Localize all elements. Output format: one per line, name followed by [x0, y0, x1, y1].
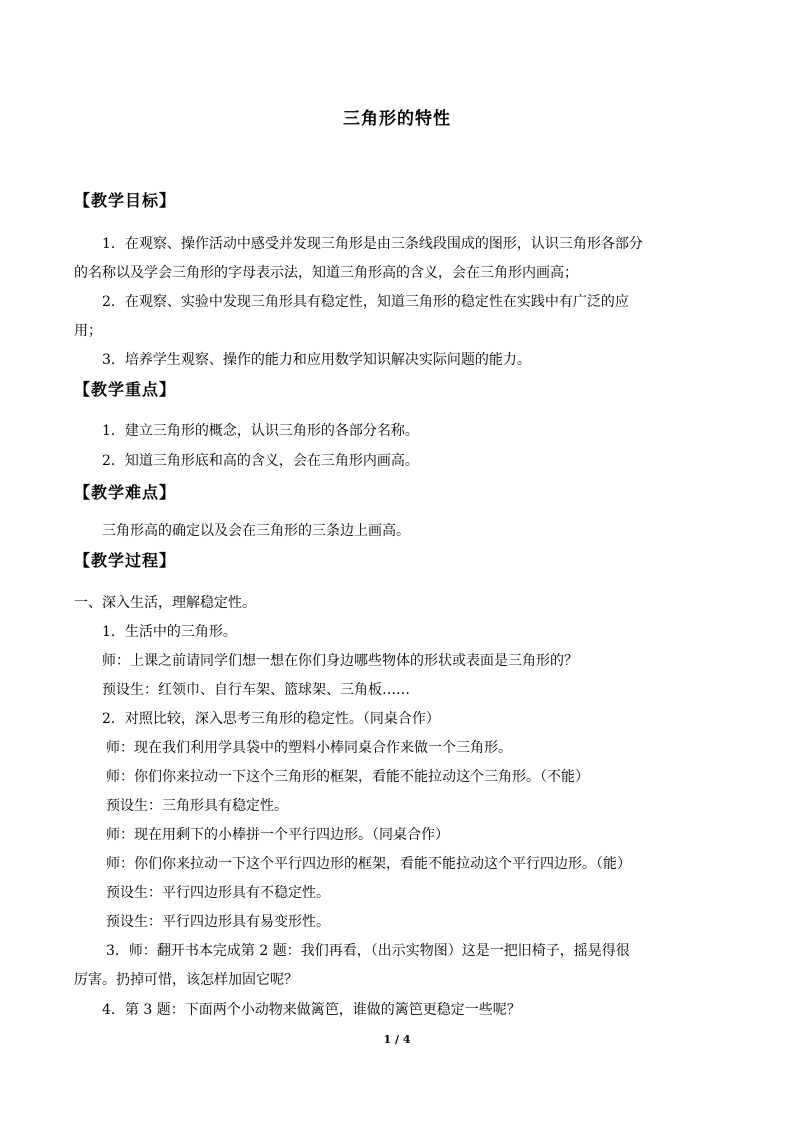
section-heading-key-points: 【教学重点】 [74, 380, 177, 399]
process-line-14: 厉害。扔掉可惜，该怎样加固它呢？ [74, 972, 298, 988]
goals-line-1: 1．在观察、操作活动中感受并发现三角形是由三条线段围成的图形，认识三角形各部分 [102, 236, 643, 252]
process-line-6: 师：现在我们利用学具袋中的塑料小棒同桌合作来做一个三角形。 [106, 740, 512, 756]
process-line-12: 预设生：平行四边形具有易变形性。 [106, 914, 330, 930]
process-line-1: 一、深入生活，理解稳定性。 [74, 595, 256, 611]
process-line-13: 3．师：翻开书本完成第 2 题：我们再看，（出示实物图）这是一把旧椅子，摇晃得很 [106, 943, 630, 959]
section-heading-goals: 【教学目标】 [74, 191, 177, 210]
difficulties-line-1: 三角形高的确定以及会在三角形的三条边上画高。 [102, 523, 410, 539]
goals-line-2: 的名称以及学会三角形的字母表示法，知道三角形高的含义，会在三角形内画高； [74, 265, 578, 281]
process-line-8: 预设生：三角形具有稳定性。 [106, 798, 288, 814]
section-heading-difficulties: 【教学难点】 [74, 483, 177, 502]
process-line-7: 师：你们你来拉动一下这个三角形的框架，看能不能拉动这个三角形。（不能） [106, 769, 589, 785]
section-heading-process: 【教学过程】 [74, 551, 177, 570]
goals-line-3: 2．在观察、实验中发现三角形具有稳定性，知道三角形的稳定性在实践中有广泛的应 [102, 294, 629, 310]
process-line-9: 师：现在用剩下的小棒拼一个平行四边形。（同桌合作） [106, 827, 449, 843]
page-title: 三角形的特性 [343, 109, 451, 129]
goals-line-5: 3．培养学生观察、操作的能力和应用数学知识解决实际问题的能力。 [102, 352, 531, 368]
key-points-line-2: 2．知道三角形底和高的含义，会在三角形内画高。 [102, 453, 419, 469]
key-points-line-1: 1．建立三角形的概念，认识三角形的各部分名称。 [102, 423, 419, 439]
process-line-2: 1．生活中的三角形。 [102, 624, 237, 640]
process-line-11: 预设生：平行四边形具有不稳定性。 [106, 885, 330, 901]
process-line-3: 师：上课之前请同学们想一想在你们身边哪些物体的形状或表面是三角形的？ [102, 653, 578, 669]
process-line-4: 预设生：红领巾、自行车架、篮球架、三角板…… [102, 682, 410, 698]
goals-line-4: 用； [74, 323, 102, 339]
process-line-15: 4．第 3 题：下面两个小动物来做篱笆，谁做的篱笆更稳定一些呢？ [102, 1002, 521, 1018]
process-line-10: 师：你们你来拉动一下这个平行四边形的框架，看能不能拉动这个平行四边形。（能） [106, 856, 631, 872]
page-number: 1 / 4 [383, 1033, 411, 1046]
process-line-5: 2．对照比较，深入思考三角形的稳定性。（同桌合作） [102, 711, 440, 727]
